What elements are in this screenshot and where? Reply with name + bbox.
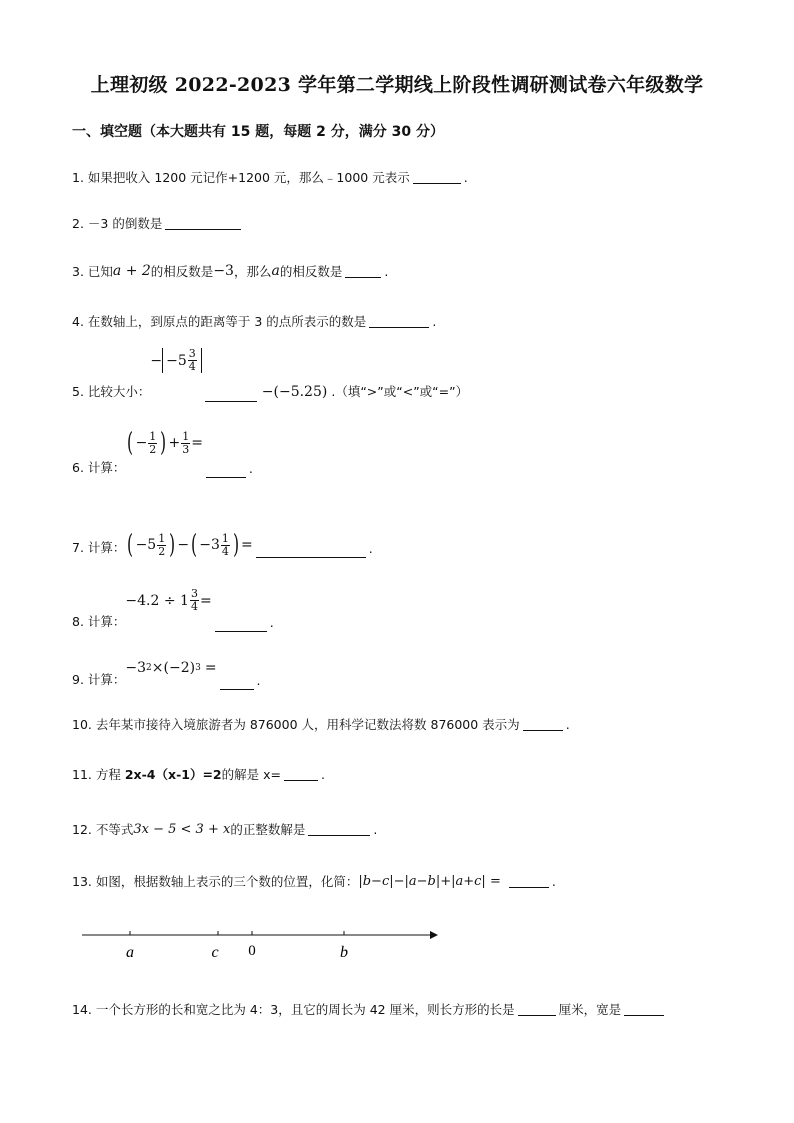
answer-blank[interactable]: [256, 545, 366, 558]
answer-blank[interactable]: [523, 718, 563, 731]
answer-blank[interactable]: [165, 217, 241, 230]
question-6: 6. 计算： ( − $\frac{1}{2}$ ) + $\frac{1}{3}$ = .: [72, 428, 253, 476]
arrow-head-icon: [430, 931, 438, 939]
question-8: 8. 计算： −4.2 ÷ 1 $\frac{3}{4}$ = .: [72, 587, 274, 630]
question-5: 5. 比较大小： − −5 $\frac{3}{4}$ −(−5.25) .（填“>”或“<”或“=”）: [72, 347, 469, 400]
answer-blank[interactable]: [284, 768, 318, 781]
question-13: 13. 如图，根据数轴上表示的三个数的位置，化简： |b−c|−|a−b|+|a+c| = .: [72, 873, 556, 889]
section-heading: 一、填空题（本大题共有 15 题，每题 2 分，满分 30 分）: [72, 124, 444, 140]
math-expression: |b−c|−|a−b|+|a+c| =: [358, 873, 501, 889]
math-expression: −3 2 ×(−2) 3 =: [125, 660, 217, 676]
question-text: 2. －3 的倒数是: [72, 216, 163, 231]
answer-blank[interactable]: [518, 1003, 556, 1016]
math-value: −3: [213, 263, 234, 279]
answer-blank[interactable]: [369, 315, 429, 328]
math-expression: ( − $\frac{1}{2}$ ) + $\frac{1}{3}$ =: [127, 428, 203, 458]
question-10: 10. 去年某市接待入境旅游者为 876000 人，用科学记数法将数 876000 表示为 .: [72, 716, 570, 732]
question-4: 4. 在数轴上，到原点的距离等于 3 的点所表示的数是 .: [72, 313, 437, 329]
answer-blank[interactable]: [308, 823, 370, 836]
label-b: b: [340, 944, 348, 961]
question-3: 3. 已知 a + 2 的相反数是 −3 ，那么 a 的相反数是 .: [72, 263, 389, 279]
answer-blank[interactable]: [215, 619, 267, 632]
question-11: 11. 方程 2x-4（x-1）=2 的解是 x= .: [72, 766, 325, 782]
label-a: a: [126, 944, 134, 961]
question-12: 12. 不等式 3x − 5 < 3 + x 的正整数解是 .: [72, 821, 378, 837]
question-14: 14. 一个长方形的长和宽之比为 4：3，且它的周长为 42 厘米，则长方形的长是 厘米，宽是: [72, 1000, 667, 1018]
answer-blank[interactable]: [413, 171, 461, 184]
math-variable: a: [271, 263, 280, 279]
math-expression: a + 2: [112, 263, 151, 279]
answer-blank[interactable]: [205, 389, 257, 402]
label-c: c: [211, 944, 219, 961]
math-expression: −4.2 ÷ 1 $\frac{3}{4}$ =: [125, 587, 212, 613]
math-expression: ( −5 $\frac{1}{2}$ ) − ( −3 $\frac{1}{4}$ ) =: [127, 530, 253, 560]
equation: 2x-4（x-1）=2: [124, 767, 222, 782]
page-title: 上理初级 2022-2023 学年第二学期线上阶段性调研测试卷六年级数学: [90, 74, 704, 96]
answer-blank[interactable]: [206, 465, 246, 478]
answer-blank[interactable]: [220, 677, 254, 690]
answer-blank[interactable]: [345, 265, 381, 278]
number-line-diagram: [80, 920, 440, 980]
question-text: 1. 如果把收入 1200 元记作+1200 元，那么﹣1000 元表示: [72, 170, 410, 185]
math-expression: − −5 $\frac{3}{4}$: [150, 348, 201, 373]
label-zero: 0: [248, 943, 256, 959]
inequality: 3x − 5 < 3 + x: [133, 821, 231, 837]
question-7: 7. 计算： ( −5 $\frac{1}{2}$ ) − ( −3 $\frac{1}{4}$ ) = .: [72, 530, 373, 560]
question-2: [72, 214, 244, 232]
answer-blank[interactable]: [509, 875, 549, 888]
question-1: 1. 如果把收入 1200 元记作+1200 元，那么﹣1000 元表示 .: [72, 169, 468, 185]
question-9: 9. 计算： −3 2 ×(−2) 3 = .: [72, 660, 261, 688]
answer-blank[interactable]: [624, 1003, 664, 1016]
